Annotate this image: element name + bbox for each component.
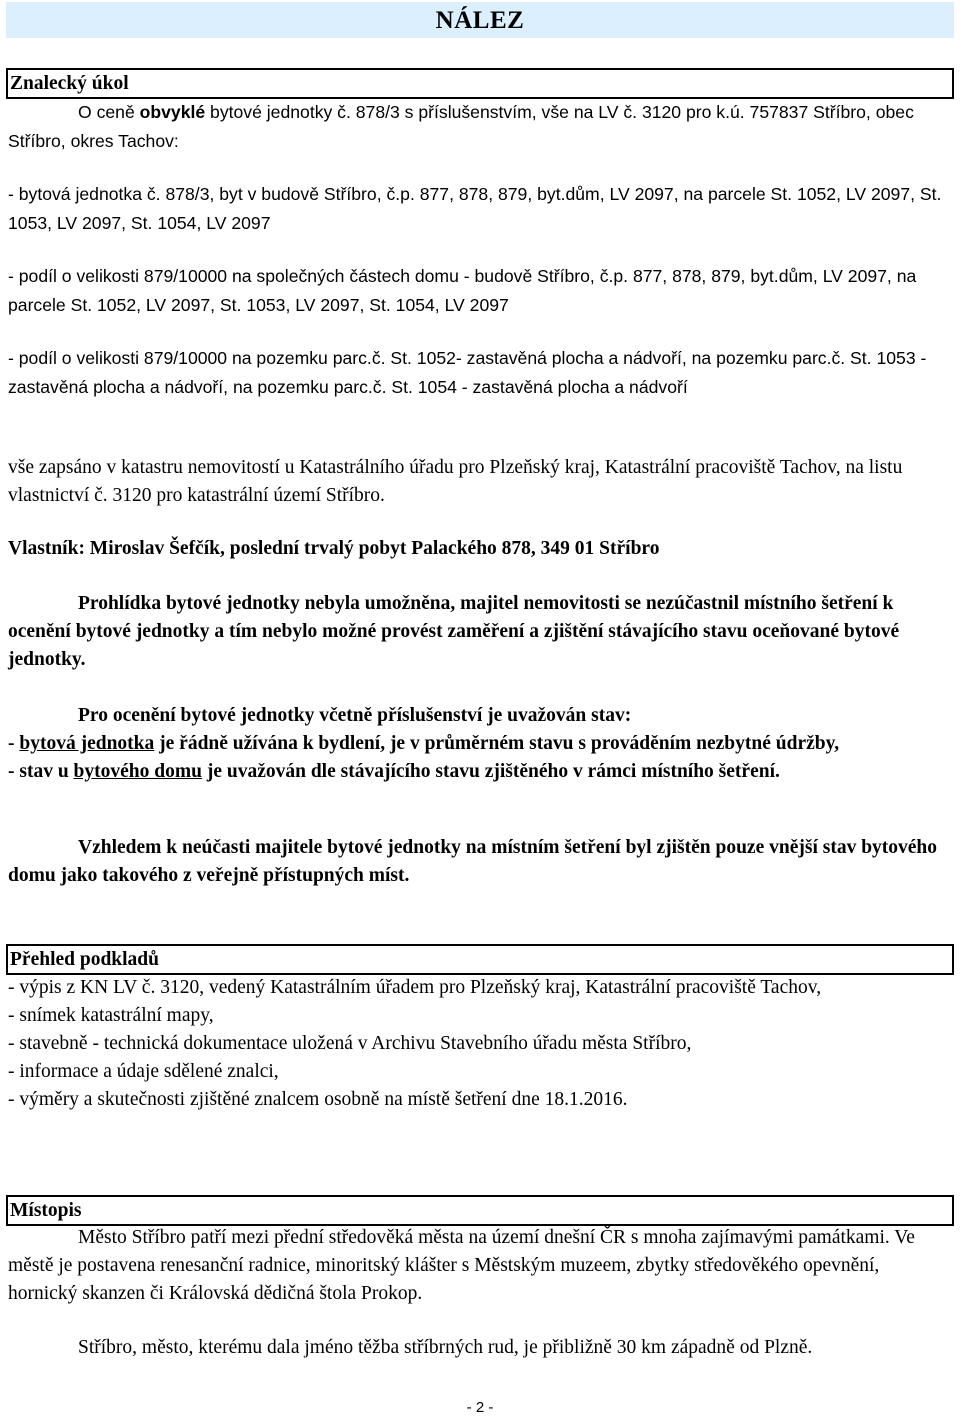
location-para-2 [8,1334,952,1362]
source-item: - informace a údaje sdělené znalci, [8,1061,279,1082]
page-title: NÁLEZ [6,2,954,38]
source-item: - stavebně - technická dokumentace uložená v Archivu Stavebního úřadu města Stříbro, [8,1033,692,1054]
state2-rest: je uvažován dle stávajícího stavu zjištěného v rámci místního šetření. [201,761,780,782]
valuation-state-building [8,758,952,786]
section-heading-task: Znalecký úkol [6,68,954,99]
task-item-unit: - bytová jednotka č. 878/3, byt v budově Stříbro, č.p. 877, 878, 879, byt.dům, LV 2097, na parcele St. 1052, LV 2097, St. 1053, LV 2097, St. 1054, LV 2097 [8,184,942,233]
task-intro-text-rest: bytové jednotky č. 878/3 s příslušenstvím, vše na LV č. 3120 pro k.ú. 757837 Stříbro, obec Stříbro, okres Tachov: [8,102,914,151]
task-intro-bold: obvyklé [139,102,206,122]
state2-underlined: bytového domu [73,761,202,782]
sources-list [8,974,952,1114]
state2-prefix: - stav u [8,761,74,782]
valuation-state [8,702,952,786]
absence-text: Vzhledem k neúčasti majitele bytové jednotky na místním šetření byl zjištěn pouze vnější stav bytového domu jako takového z veřejně přístupných míst. [8,837,938,886]
state1-rest: je řádně užívána k bydlení, je v průměrném stavu s prováděním nezbytné údržby, [154,733,840,754]
inspection-text: Prohlídka bytové jednotky nebyla umožněna, majitel nemovitosti se nezúčastnil místního šetření k ocenění bytové jednotky a tím nebylo možné provést zaměření a zjištění stávajícího stavu oceňované bytové jednotky. [8,593,900,670]
location-text-2: Stříbro, město, kterému dala jméno těžba stříbrných rud, je přibližně 30 km západně od Plzně. [78,1337,813,1358]
state1-prefix: - [8,733,20,754]
section-heading-location: Místopis [6,1195,954,1226]
valuation-state-unit [8,730,952,758]
absence-note [8,834,952,890]
registry-note: vše zapsáno v katastru nemovitostí u Katastrálního úřadu pro Plzeňský kraj, Katastrální pracoviště Tachov, na listu vlastnictví č. 3120 pro katastrální území Stříbro. [8,457,903,506]
source-item: - snímek katastrální mapy, [8,1005,214,1026]
task-intro [8,98,952,156]
task-item-common-share: - podíl o velikosti 879/10000 na společných částech domu - budově Stříbro, č.p. 877, 878, 879, byt.dům, LV 2097, na parcele St. 1052, LV 2097, St. 1053, LV 2097, St. 1054, LV 2097 [8,266,917,315]
page-number: - 2 - [466,1399,494,1416]
task-item-land-share: - podíl o velikosti 879/10000 na pozemku parc.č. St. 1052- zastavěná plocha a nádvoří, na pozemku parc.č. St. 1053 - zastavěná plocha a nádvoří, na pozemku parc.č. St. 1054 - zastavěná plocha a nádvoří [8,348,927,397]
section-heading-sources: Přehled podkladů [6,944,954,975]
location-para-1 [8,1224,952,1308]
owner-line: Vlastník: Miroslav Šefčík, poslední trvalý pobyt Palackého 878, 349 01 Stříbro [8,538,660,559]
source-item: - výpis z KN LV č. 3120, vedený Katastrálním úřadem pro Plzeňský kraj, Katastrální pracoviště Tachov, [8,977,822,998]
source-item: - výměry a skutečnosti zjištěné znalcem osobně na místě šetření dne 18.1.2016. [8,1089,628,1110]
location-text-1: Město Stříbro patří mezi přední středověká města na území dnešní ČR s mnoha zajímavými památkami. Ve městě je postavena renesanční radnice, minoritský klášter s Městským muzeem, zbytky středověkého opevnění, hornický skanzen či Královská dědičná štola Prokop. [8,1227,915,1304]
valuation-state-intro: Pro ocenění bytové jednotky včetně příslušenství je uvažován stav: [78,705,632,726]
task-intro-text: O ceně [78,102,140,122]
inspection-note [8,590,952,674]
state1-underlined: bytová jednotka [19,733,155,754]
